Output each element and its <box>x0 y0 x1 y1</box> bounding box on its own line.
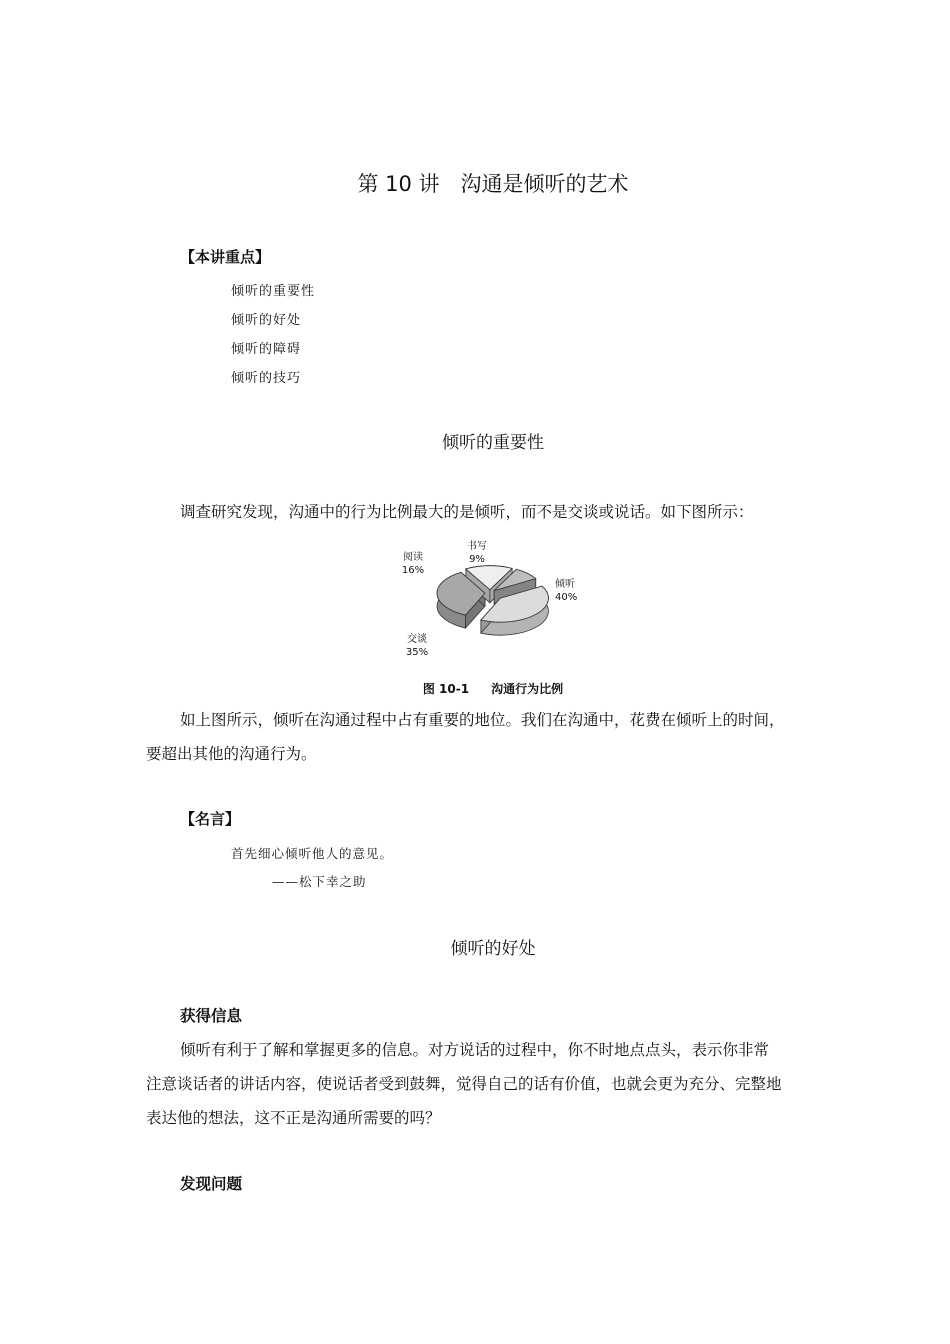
paragraph-line: 如上图所示，倾听在沟通过程中占有重要的地位。我们在沟通中，花费在倾听上的时间， <box>180 711 785 729</box>
figure-label: 图 10-1 <box>422 682 470 696</box>
paragraph-line: 注意谈话者的讲话内容，使说话者受到鼓舞，觉得自己的话有价值，也就会更为充分、完整地 <box>146 1075 782 1093</box>
intro-paragraph: 调查研究发现，沟通中的行为比例最大的是倾听，而不是交谈或说话。如下图所示： <box>180 503 754 521</box>
page-title: 第 10 讲 沟通是倾听的艺术 <box>357 172 629 196</box>
pie-value-label: 40% <box>555 592 578 603</box>
paragraph-line: 要超出其他的沟通行为。 <box>146 745 317 763</box>
quote-text: 首先细心倾听他人的意见。 <box>231 846 394 861</box>
key-point-item: 倾听的技巧 <box>231 371 302 386</box>
pie-value-label: 16% <box>401 565 425 576</box>
pie-value-label: 35% <box>405 647 429 658</box>
paragraph-line: 倾听有利于了解和掌握更多的信息。对方说话的过程中，你不时地点点头，表示你非常 <box>180 1041 770 1059</box>
key-point-item: 倾听的好处 <box>231 313 302 328</box>
section-heading-benefits: 倾听的好处 <box>450 939 536 959</box>
quote-author: ——松下幸之助 <box>272 874 367 889</box>
quote-heading: 【名言】 <box>180 810 241 828</box>
key-point-item: 倾听的障碍 <box>231 342 302 357</box>
subheading-get-info: 获得信息 <box>180 1007 243 1025</box>
figure-caption <box>0 680 950 697</box>
subheading-find-problems: 发现问题 <box>180 1175 243 1193</box>
paragraph-line: 表达他的想法，这不正是沟通所需要的吗？ <box>146 1109 441 1127</box>
pie-slices <box>437 566 548 635</box>
pie-category-label: 阅读 <box>403 552 423 563</box>
key-points-heading: 【本讲重点】 <box>180 248 271 266</box>
section-heading-importance: 倾听的重要性 <box>442 433 544 453</box>
pie-chart <box>395 535 595 665</box>
key-point-item: 倾听的重要性 <box>231 284 316 299</box>
pie-category-label: 交谈 <box>407 634 427 645</box>
pie-category-label: 书写 <box>467 541 487 552</box>
figure-title: 沟通行为比例 <box>491 682 564 696</box>
pie-value-label: 9% <box>469 554 485 565</box>
pie-category-label: 倾听 <box>555 579 575 590</box>
